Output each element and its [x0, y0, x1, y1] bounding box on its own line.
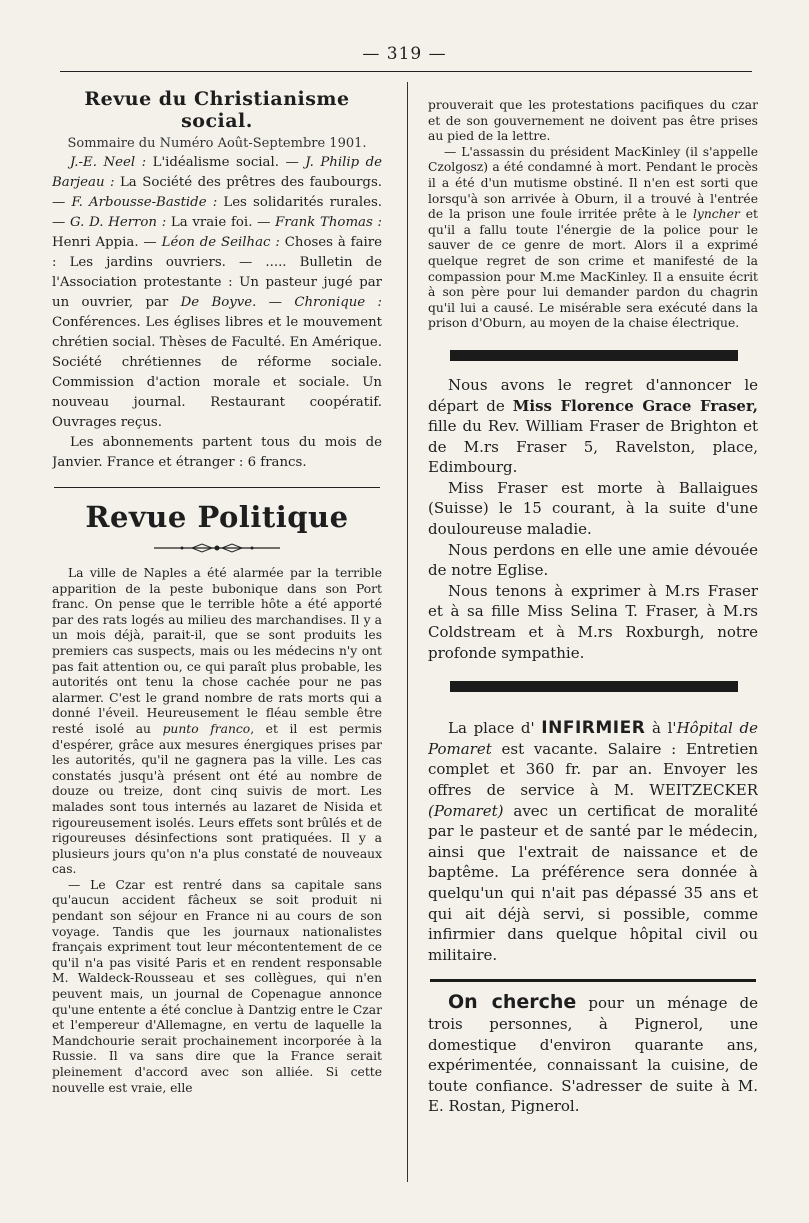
fraser-name: Miss Florence Grace Fraser, — [512, 396, 758, 415]
author-philip: J. Philip de Barjeau : — [52, 155, 382, 190]
sommaire-line: Sommaire du Numéro Août-Septembre 1901. — [67, 136, 367, 151]
czar-paragraph: — Le Czar est rentré dans sa capitale sans qu'aucun accident fâcheux se soit produit ni pendant son séjour en France ni au cours de son voyage. Tandis que les journaux nationalistes français expriment tout leur mécontentement de ce qu'il n'a pas visité Paris et en rendent responsable M. Waldeck-Rousseau et ses collègues, qui n'en peuvent mais, un journal de Copenague annonce qu'une entente a été conclue à Dantzig entre le Czar et l'empereur d'Allemagne, en vertu de laquelle la Mandchourie serait prochainement incorporée à la Russie. Il va sans dire que la France serait pleinement d'accord avec son alliée. Si cette nouvelle est vraie, elle — [52, 877, 382, 1095]
black-bar-1 — [450, 350, 738, 361]
left-column — [52, 88, 382, 1188]
header-rule — [60, 71, 752, 72]
cherche-notice: On cherche pour un ménage de trois personnes, à Pignerol, une domestique d'environ quarante ans, expérimentée, connaissant la cuisine, de toute confiance. S'adresser de suite à M. E. Rostan, Pignerol. — [428, 991, 758, 1116]
author-arbousse: F. Arbousse-Bastide : — [71, 195, 218, 210]
author-seilhac: Léon de Seilhac : — [161, 235, 280, 250]
section-rule — [54, 487, 380, 488]
infirmier-notice: La place d' INFIRMIER à l'Hôpital de Pomaret est vacante. Salaire : Entretien complet et 360 fr. par an. Envoyer les offres de service à M. WEITZECKER (Pomaret) avec un certificat de moralité par le pasteur et de santé par le médecin, ainsi que l'extrait de naissance et de baptême. La préférence sera donnée à quelqu'un qui n'ait pas dépassé 35 ans et qui ait déjà servi, si possible, comme infirmier dans quelque hôpital civil ou militaire. — [428, 718, 758, 964]
abonnements-paragraph: Les abonnements partent tous du mois de Janvier. France et étranger : 6 francs. — [52, 435, 382, 470]
heavy-rule — [430, 979, 756, 982]
right-column — [428, 98, 758, 1188]
revue-christianisme-heading: Revue du Christianisme social. — [84, 88, 350, 132]
page-number: — 319 — — [362, 44, 447, 64]
black-bar-2 — [450, 681, 738, 692]
author-boyve: De Boyve. — [180, 295, 257, 310]
fraser-loss: Nous perdons en elle une amie dévouée de notre Eglise. — [428, 540, 758, 580]
author-herron: G. D. Herron : — [70, 215, 167, 230]
fraser-sympathy: Nous tenons à exprimer à M.rs Fraser et à sa fille Miss Selina T. Fraser, à M.rs Coldstream et à M.rs Roxburgh, notre profonde sympathie. — [428, 581, 758, 662]
ornament-divider — [152, 542, 282, 554]
fraser-announcement: Nous avons le regret d'annoncer le départ de Miss Florence Grace Fraser, fille du Rev. William Fraser de Brighton et de M.rs Fraser 5, Ravelston, place, Edimbourg. — [428, 375, 758, 477]
on-cherche-heading: On cherche — [448, 991, 577, 1014]
chronique-label: Chronique : — [294, 295, 382, 310]
czar-continuation: prouverait que les protestations pacifiques du czar et de son gouvernement ne doivent pas être prises au pied de la lettre. — [428, 98, 758, 144]
fraser-death: Miss Fraser est morte à Ballaigues (Suisse) le 15 courant, à la suite d'une douloureuse maladie. — [428, 478, 758, 539]
mackinley-paragraph: — L'assassin du président MacKinley (il s'appelle Czolgosz) a été condamné à mort. Pendant le procès il a été d'un mutisme obstiné. Il n'en est sorti que lorsqu'à son arrivée à Oburn, il a trouvé à l'entrée de la prison une foule irritée prête à le lyncher et qu'il a fallu toute l'énergie de la police pour le sauver de ce genre de mort. Alors il a exprimé quelque regret de son crime et manifesté de la compassion pour M.me MacKinley. Il a ensuite écrit à son père pour lui demander pardon du chagrin qu'il lui a causé. Le misérable sera exécuté dans la prison d'Oburn, au moyen de la chaise électrique. — [428, 144, 758, 331]
column-divider — [407, 82, 408, 1182]
naples-paragraph: La ville de Naples a été alarmée par la terrible apparition de la peste bubonique dans son Port franc. On pense que le terrible hôte a été apporté par des rats logés au milieu des marchandises. Il y a un mois déjà, parait-il, que se sont produits les premiers cas suspects, mais ou les médecins n'y ont pas fait attention ou, ce qui paraît plus probable, les autorités ont tenu la chose cachée pour ne pas alarmer. C'est le grand nombre de rats morts qui a donné l'éveil. Heureusement le fléau semble être resté isolé au punto franco, et il est permis d'espérer, grâce aux mesures énergiques prises par les autorités, qu'il ne gagnera pas la ville. Les cas constatés jusqu'à présent ont été au nombre de douze ou treize, dont cinq suivis de mort. Les malades sont tous internés au lazaret de Nisida et rigoureusement isolés. Leurs effets sont brûlés et de rigoureuses désinfections sont pratiquées. Il y a plusieurs jours qu'on n'a plus constaté de nouveaux cas. — [52, 566, 382, 877]
sommaire-contents: J.-E. Neel : L'idéalisme social. — J. Philip de Barjeau : La Société des prêtres des faubourgs. — F. Arbousse-Bastide : Les solidarités rurales. — G. D. Herron : La vraie foi. — Frank Thomas : Henri Appia. — Léon de Seilhac : Choses à faire : Les jardins ouvriers. — ..... Bulletin de l'Association protestante : Un pasteur jugé par un ouvrier, par De Boyve. — Chronique : Conférences. Les églises libres et le mouvement chrétien social. Thèses de Faculté. En Amérique. Société chrétiennes de réforme sociale. Commission d'action morale et sociale. Un nouveau journal. Restaurant coopératif. Ouvrages reçus. — [52, 155, 382, 430]
revue-politique-title: Revue Politique — [85, 500, 349, 534]
author-neel: J.-E. Neel : — [70, 155, 147, 170]
infirmier-word: INFIRMIER — [541, 718, 646, 739]
author-thomas: Frank Thomas : — [275, 215, 382, 230]
